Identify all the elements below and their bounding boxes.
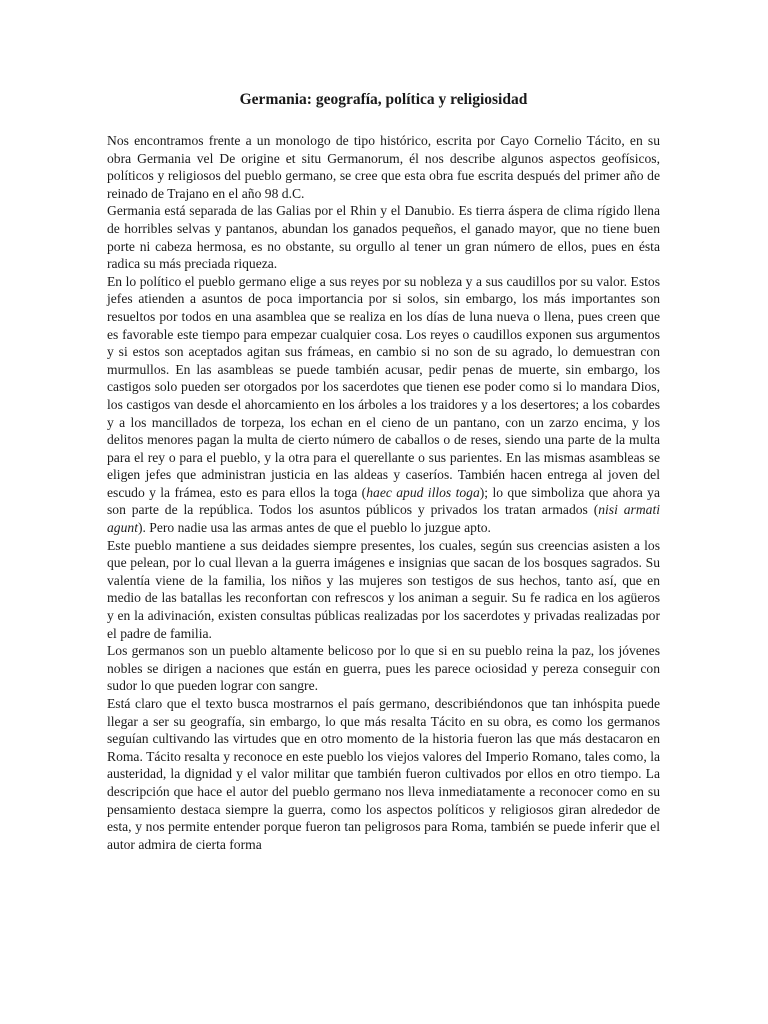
paragraph-geography: Germania está separada de las Galias por el Rhin y el Danubio. Es tierra áspera de clima rígido llena de horribles selvas y pantanos, abundan los ganados pequeños, el ganado mayor, que no tiene buen porte ni cabeza hermosa, es no obstante, su orgullo al tener un gran número de ellos, pues en ésta radica su más preciada riqueza.	[107, 203, 660, 272]
paragraph-analysis: Está claro que el texto busca mostrarnos el país germano, describiéndonos que tan inhóspita puede llegar a ser su geografía, sin embargo, lo que más resalta Tácito en su obra, es como los germanos seguían cultivando las virtudes que en otro momento de la historia fueron las que más destacaron en Roma. Tácito resalta y reconoce en este pueblo los viejos valores del Imperio Romano, tales como, la austeridad, la dignidad y el valor militar que también fueron cultivados por ellos en otro tiempo. La descripción que hace el autor del pueblo germano nos lleva inmediatamente a reconocer como en su pensamiento destaca siempre la guerra, como los aspectos políticos y religiosos giran alrededor de esta, y nos permite entender porque fueron tan peligrosos para Roma, también se puede inferir que el autor admira de cierta forma	[107, 696, 660, 852]
paragraph-intro: Nos encontramos frente a un monologo de tipo histórico, escrita por Cayo Cornelio Tácito, en su obra Germania vel De origine et situ Germanorum, él nos describe algunos aspectos geofísicos, políticos y religiosos del pueblo germano, se cree que esta obra fue escrita después del primer año de reinado de Trajano en el año 98 d.C.	[107, 133, 660, 201]
paragraph-religion: Este pueblo mantiene a sus deidades siempre presentes, los cuales, según sus creencias asisten a los que pelean, por lo cual llevan a la guerra imágenes e insignias que sacan de los bosques sagrados. Su valentía viene de la familia, los niños y las mujeres son testigos de sus hechos, tanto así, que en medio de las batallas les reconfortan con refrescos y los animan a seguir. Su fe radica en los agüeros y en la adivinación, existen consultas públicas realizadas por los sacerdotes y privadas realizadas por el padre de familia.	[107, 537, 660, 641]
document-body	[107, 132, 660, 853]
latin-quote-toga: haec apud illos toga	[366, 484, 480, 500]
paragraph-warfare: Los germanos son un pueblo altamente belicoso por lo que si en su pueblo reina la paz, los jóvenes nobles se dirigen a naciones que están en guerra, pues les parece ociosidad y pereza conseguir con sudor lo que pueden lograr con sangre.	[107, 643, 660, 694]
latin-quote-armati: nisi armati agunt	[107, 502, 660, 536]
paragraph-politics-text: ). Pero nadie usa las armas antes de que el pueblo lo juzgue apto.	[137, 520, 491, 536]
paragraph-politics-text: En lo político el pueblo germano elige a sus reyes por su nobleza y a sus caudillos por su valor. Estos jefes atienden a asuntos de poca importancia por si solos, sin embargo, los más importantes son resueltos por todos en una asamblea que se realiza en los días de luna nueva o llena, pues creen que es favorable este tiempo para empezar cualquier cosa. Los reyes o caudillos exponen sus argumentos y si estos son aceptados agitan sus frámeas, en cambio si no son de su agrado, lo demuestran con murmullos. En las asambleas se puede también acusar, pedir penas de muerte, sin embargo, los castigos solo pueden ser otorgados por los sacerdotes que tienen ese poder como si lo mandara Dios, los castigos van desde el ahorcamiento en los árboles a los traidores y a los desertores; a los cobardes y a los mancillados de torpeza, los echan en el cieno de un pantano, con un zarzo encima, y los delitos menores pagan la multa de cierto número de caballos o de reses, siendo una parte de la multa para el rey o para el pueblo, y la otra para el querellante o sus parientes. En las mismas asambleas se eligen jefes que administran justicia en las aldeas y caseríos. También hacen entrega al joven del escudo y la frámea, esto es para ellos la toga (	[107, 273, 660, 500]
document-title: Germania: geografía, política y religiosidad	[239, 91, 528, 108]
document-page	[107, 90, 660, 853]
paragraph-politics	[107, 273, 660, 537]
paragraph-politics-text: ); lo que simboliza que ahora ya son parte de la república. Todos los asuntos públicos y privados los tratan armados (	[107, 484, 660, 518]
